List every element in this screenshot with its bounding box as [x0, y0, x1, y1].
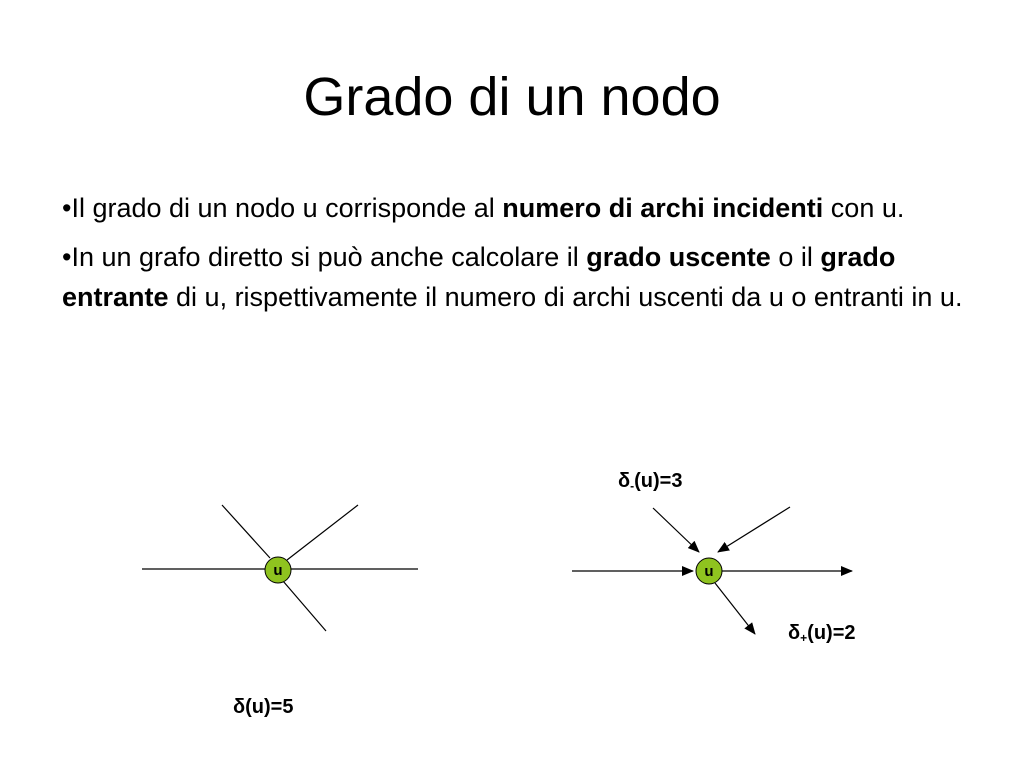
bullet-text: •In un grafo diretto si può anche calcolare il	[62, 242, 587, 272]
undirected-graph	[142, 505, 418, 718]
bullet-text: di u, rispettivamente il numero di archi uscenti da u o entranti in u.	[168, 282, 963, 312]
edge-upper-right	[287, 505, 358, 560]
arc-out-lower	[715, 583, 755, 634]
node-label: u	[273, 562, 283, 579]
in-degree-symbol: δ	[618, 470, 631, 492]
out-degree-label	[788, 622, 856, 645]
arc-in-upper-right	[718, 507, 790, 552]
arc-in-upper-left	[653, 508, 699, 552]
in-degree-subscript: -	[630, 479, 635, 493]
bullet-bold-text: grado uscente	[586, 242, 771, 272]
node-label: u	[704, 563, 714, 580]
bullet-text: o il	[770, 242, 821, 272]
slide-title: Grado di un nodo	[303, 67, 721, 127]
bullet-text: •Il grado di un nodo u corrisponde al	[62, 193, 503, 223]
in-degree-rest: (u)=3	[634, 470, 683, 492]
node-u	[265, 557, 291, 583]
degree-label: δ(u)=5	[233, 696, 294, 718]
in-degree-label	[618, 470, 682, 493]
out-degree-subscript: +	[800, 631, 808, 645]
edge-upper-left	[222, 505, 270, 558]
node-u-directed	[696, 558, 722, 584]
out-degree-symbol: δ	[788, 622, 801, 644]
out-degree-rest: (u)=2	[807, 622, 856, 644]
directed-graph	[572, 470, 856, 645]
bullet-bold-text: grado entrante	[62, 242, 896, 312]
bullet-bold-text: numero di archi incidenti	[502, 193, 824, 223]
bullet-text: con u.	[823, 193, 905, 223]
edge-lower	[283, 581, 326, 631]
